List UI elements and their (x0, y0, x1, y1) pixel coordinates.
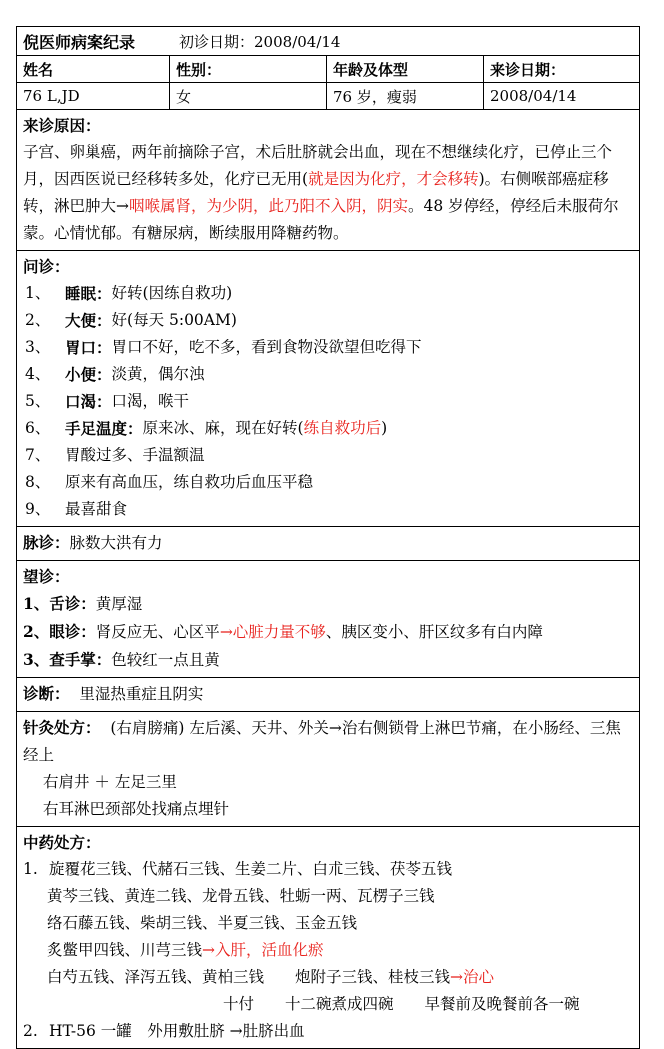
rx-red-note: →入肝，活血化瘀 (202, 941, 324, 959)
observe-section (17, 561, 639, 678)
inquiry-item (23, 334, 633, 361)
item-number: 3、 (25, 338, 51, 356)
tongue-text: 黄厚湿 (95, 595, 143, 613)
palm-text: 色较红一点且黄 (111, 651, 220, 669)
herbal-rx1 (23, 856, 633, 883)
diagnosis-text: 里湿热重症且阴实 (79, 685, 204, 703)
eye-label: 2、眼诊： (23, 622, 96, 641)
item-number: 8、 (25, 473, 51, 491)
diagnosis-heading: 诊断： (23, 684, 70, 703)
herbal-line: 黄芩三钱、黄连二钱、龙骨五钱、牡蛎一两、瓦楞子三钱 (47, 887, 435, 905)
item-text: 好(每天 5:00AM) (111, 311, 237, 329)
item-text: 原来有高血压，练自救功后血压平稳 (65, 473, 314, 491)
acupuncture-l1 (23, 714, 633, 769)
acupuncture-text: (右肩膀痛) 左后溪、天井、外关→治右侧锁骨上淋巴节痛，在小肠经、三焦经上 (23, 719, 621, 764)
value-age-build: 76 岁，瘦弱 (327, 83, 484, 109)
item-label: 小便： (65, 365, 112, 384)
item-label: 手足温度： (65, 419, 143, 438)
diagnosis-section (17, 678, 639, 712)
reason-text (23, 139, 633, 247)
tongue-label: 1、舌诊： (23, 594, 96, 613)
item-text: 胃口不好，吃不多，看到食物没欲望但吃得下 (111, 338, 422, 356)
item-number: 9、 (25, 500, 51, 518)
reason-p1: 子宫、卵巢癌，两年前摘除子宫，术后肚脐就会出血，现在不想继续化疗，已停止三个月，因西医说已经移转多处，化疗已无用( (23, 143, 613, 188)
pulse-text: 脉数大洪有力 (69, 534, 163, 552)
value-sex: 女 (170, 83, 327, 109)
acupuncture-heading: 针灸处方： (23, 718, 101, 737)
herbal-heading: 中药处方： (23, 833, 101, 852)
rx-line: 白芍五钱、泽泻五钱、黄柏三钱 炮附子三钱、桂枝三钱 (47, 968, 451, 986)
inquiry-item (23, 361, 633, 388)
rx-number: 1. (23, 860, 38, 878)
inquiry-item (23, 442, 633, 469)
item-text: 原来冰、麻，现在好转( (142, 419, 304, 437)
item-text: 淡黄，偶尔浊 (111, 365, 205, 383)
tongue-line (23, 590, 633, 618)
eye-text: 肾反应无、心区平 (95, 623, 220, 641)
reason-p2-red: 咽喉属肾，为少阴，此乃阳不入阴，阴实 (129, 197, 409, 215)
rx-line: HT-56 一罐 外用敷肚脐 →肚脐出血 (49, 1022, 305, 1040)
herbal-dosage: 十付 十二碗煮成四碗 早餐前及晚餐前各一碗 (223, 995, 580, 1013)
item-tail: ) (381, 419, 388, 437)
arrow-icon: → (116, 197, 130, 215)
item-red-note: 练自救功后 (303, 419, 382, 437)
reason-heading: 来诊原因： (23, 116, 101, 135)
pulse-heading: 脉诊： (23, 533, 70, 552)
item-label: 胃口： (65, 338, 112, 357)
record-title: 倪医师病案纪录 (23, 32, 136, 52)
eye-red-note: →心脏力量不够 (219, 623, 326, 641)
acupuncture-section (17, 712, 639, 827)
inquiry-item (23, 280, 633, 307)
inquiry-item (23, 469, 633, 496)
acupuncture-l3: 右耳淋巴颈部处找痛点埋针 (43, 800, 230, 818)
palm-label: 3、查手掌： (23, 650, 112, 669)
inquiry-item (23, 388, 633, 415)
item-text: 胃酸过多、手温额温 (65, 446, 205, 464)
rx-line: 炙鳖甲四钱、川芎三钱 (47, 941, 203, 959)
item-number: 7、 (25, 446, 51, 464)
label-name: 姓名 (17, 56, 170, 82)
item-number: 4、 (25, 365, 51, 383)
pulse-section (17, 527, 639, 561)
acupuncture-l2: 右肩井 ＋ 左足三里 (43, 773, 177, 791)
item-label: 睡眠： (65, 284, 112, 303)
inquiry-item (23, 415, 633, 442)
inquiry-heading: 问诊： (23, 257, 70, 276)
eye-line (23, 618, 633, 646)
reason-p2: 。48 岁停经，停经后未服荷尔蒙。心情忧郁。有糖尿病，断续服用降糖药物。 (23, 197, 619, 242)
label-age-build: 年龄及体型 (327, 56, 484, 82)
inquiry-section (17, 251, 639, 527)
item-label: 口渴： (65, 392, 112, 411)
rx-number: 2. (23, 1022, 38, 1040)
item-text: 口渴，喉干 (111, 392, 190, 410)
inquiry-item (23, 307, 633, 334)
herbal-line (23, 964, 633, 991)
item-number: 6、 (25, 419, 51, 437)
value-visit-date: 2008/04/14 (490, 87, 577, 105)
item-number: 2、 (25, 311, 51, 329)
reason-section (17, 110, 639, 251)
palm-line (23, 646, 633, 674)
patient-values-row (17, 83, 639, 110)
herbal-line (23, 937, 633, 964)
record-header (17, 27, 639, 56)
item-text: 好转(因练自救功) (111, 284, 233, 302)
item-label: 大便： (65, 311, 112, 330)
item-number: 1、 (25, 284, 51, 302)
herbal-rx2 (23, 1018, 633, 1045)
reason-p1-end: )。右侧喉部癌症移转，淋巴肿大 (23, 170, 609, 215)
rx-red-note: →治心 (450, 968, 495, 986)
first-visit-date: 初诊日期：2008/04/14 (179, 32, 341, 51)
value-name: 76 L,JD (17, 83, 170, 109)
observe-heading: 望诊： (23, 567, 70, 586)
inquiry-item (23, 496, 633, 523)
label-visit-date: 来诊日期： (490, 60, 566, 79)
rx-line: 旋覆花三钱、代赭石三钱、生姜二片、白朮三钱、茯苓五钱 (49, 860, 453, 878)
label-sex: 性别： (170, 56, 327, 82)
item-number: 5、 (25, 392, 51, 410)
eye-text-end: 、胰区变小、肝区纹多有白内障 (325, 623, 543, 641)
medical-record (16, 26, 640, 1049)
reason-p1-red: 就是因为化疗，才会移转 (308, 170, 479, 188)
item-text: 最喜甜食 (65, 500, 128, 518)
patient-labels-row (17, 56, 639, 83)
herbal-line: 络石藤五钱、柴胡三钱、半夏三钱、玉金五钱 (47, 914, 358, 932)
